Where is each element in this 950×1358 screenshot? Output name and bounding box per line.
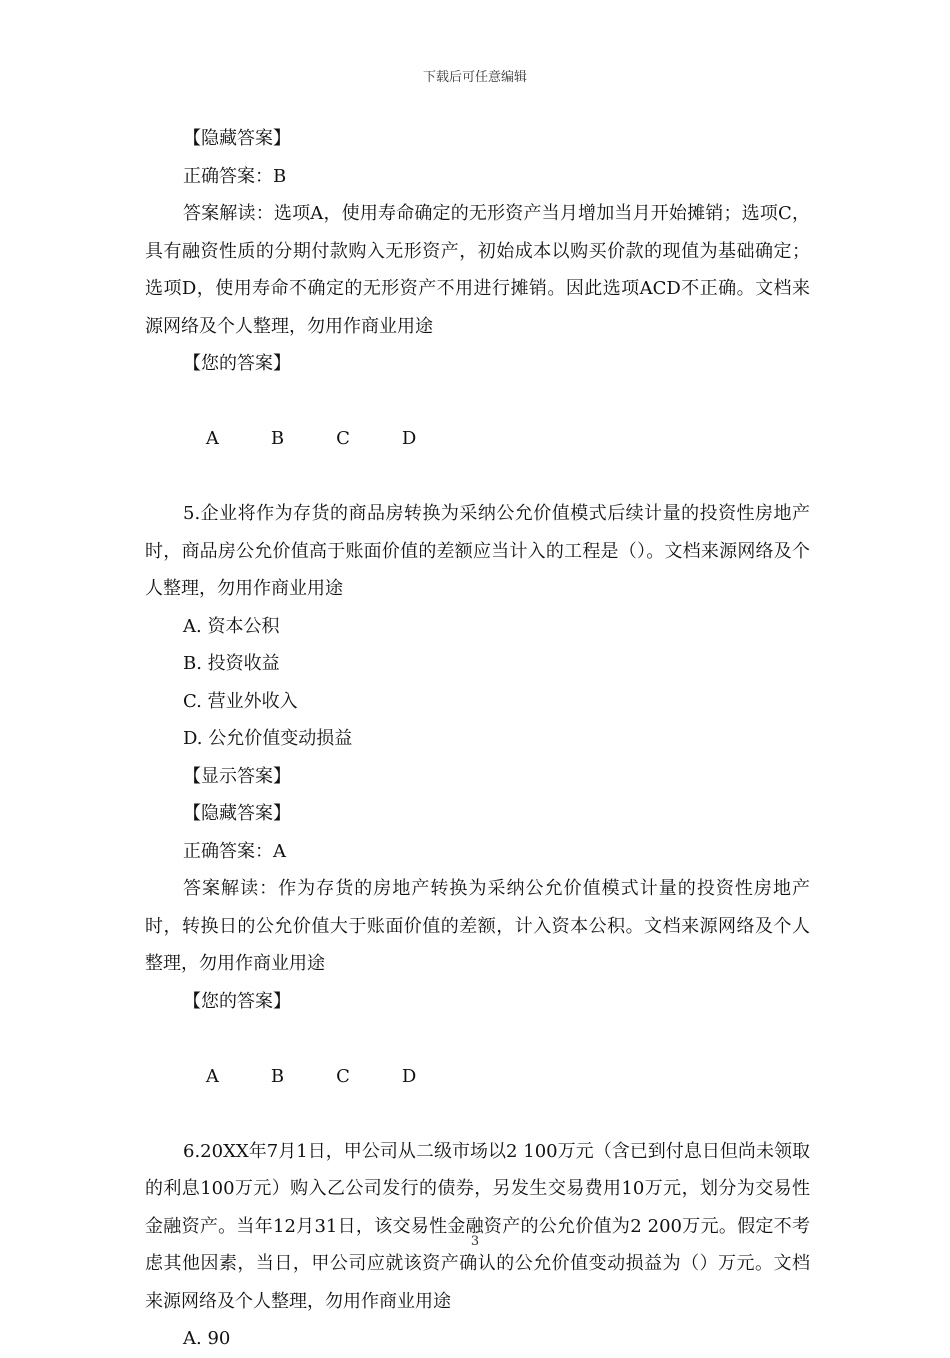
question-5-option-a: A. 资本公积 [183, 615, 280, 637]
page-number: 3 [470, 1234, 480, 1249]
choice-c[interactable]: C [336, 428, 350, 449]
answer-choices [145, 383, 810, 496]
question-6: 6.20XX年7月1日，甲公司从二级市场以2 100万元（含已到付息日但尚未领取的利息100万元）购入乙公司发行的债券，另发生交易费用10万元，划分为交易性金融资产。当年12月31日，该交易性金融资产的公允价值为2 200万元。假定不考虑其他因素，当日，甲公司应就该资产确认的公允价值变动损益为（）万元。文档来源网络及个人整理，勿用作商业用途 [145, 1140, 810, 1312]
show-answer-label[interactable]: 【显示答案】 [183, 765, 291, 787]
correct-answer: 正确答案：A [183, 840, 286, 862]
choice-c[interactable]: C [336, 1065, 350, 1087]
answer-choices [145, 1020, 810, 1133]
document-body [145, 120, 810, 1358]
answer-explanation: 答案解读：选项A，使用寿命确定的无形资产当月增加当月开始摊销；选项C，具有融资性质的分期付款购入无形资产，初始成本以购买价款的现值为基础确定；选项D，使用寿命不确定的无形资产不用进行摊销。因此选项ACD不正确。文档来源网络及个人整理，勿用作商业用途 [145, 203, 810, 337]
choice-d[interactable]: D [401, 428, 417, 449]
question-6-option-a: A. 90 [183, 1328, 231, 1349]
answer-explanation: 答案解读：作为存货的房地产转换为采纳公允价值模式计量的投资性房地产时，转换日的公允价值大于账面价值的差额，计入资本公积。文档来源网络及个人整理，勿用作商业用途 [145, 878, 810, 974]
page-header: 下载后可任意编辑 [422, 70, 527, 85]
hide-answer-label[interactable]: 【隐藏答案】 [183, 128, 291, 149]
choice-a[interactable]: A [205, 428, 219, 449]
your-answer-label: 【您的答案】 [183, 990, 291, 1012]
correct-answer: 正确答案：B [183, 165, 287, 187]
choice-d[interactable]: D [401, 1065, 417, 1087]
choice-a[interactable]: A [205, 1065, 219, 1087]
question-5-option-b: B. 投资收益 [183, 653, 280, 674]
choice-b[interactable]: B [270, 428, 285, 449]
choice-b[interactable]: B [270, 1065, 285, 1087]
your-answer-label: 【您的答案】 [183, 353, 291, 374]
question-5: 5.企业将作为存货的商品房转换为采纳公允价值模式后续计量的投资性房地产时，商品房公允价值高于账面价值的差额应当计入的工程是（）。文档来源网络及个人整理，勿用作商业用途 [145, 503, 810, 599]
hide-answer-label[interactable]: 【隐藏答案】 [183, 803, 291, 824]
question-5-option-d: D. 公允价值变动损益 [183, 728, 353, 749]
question-5-option-c: C. 营业外收入 [183, 690, 298, 712]
